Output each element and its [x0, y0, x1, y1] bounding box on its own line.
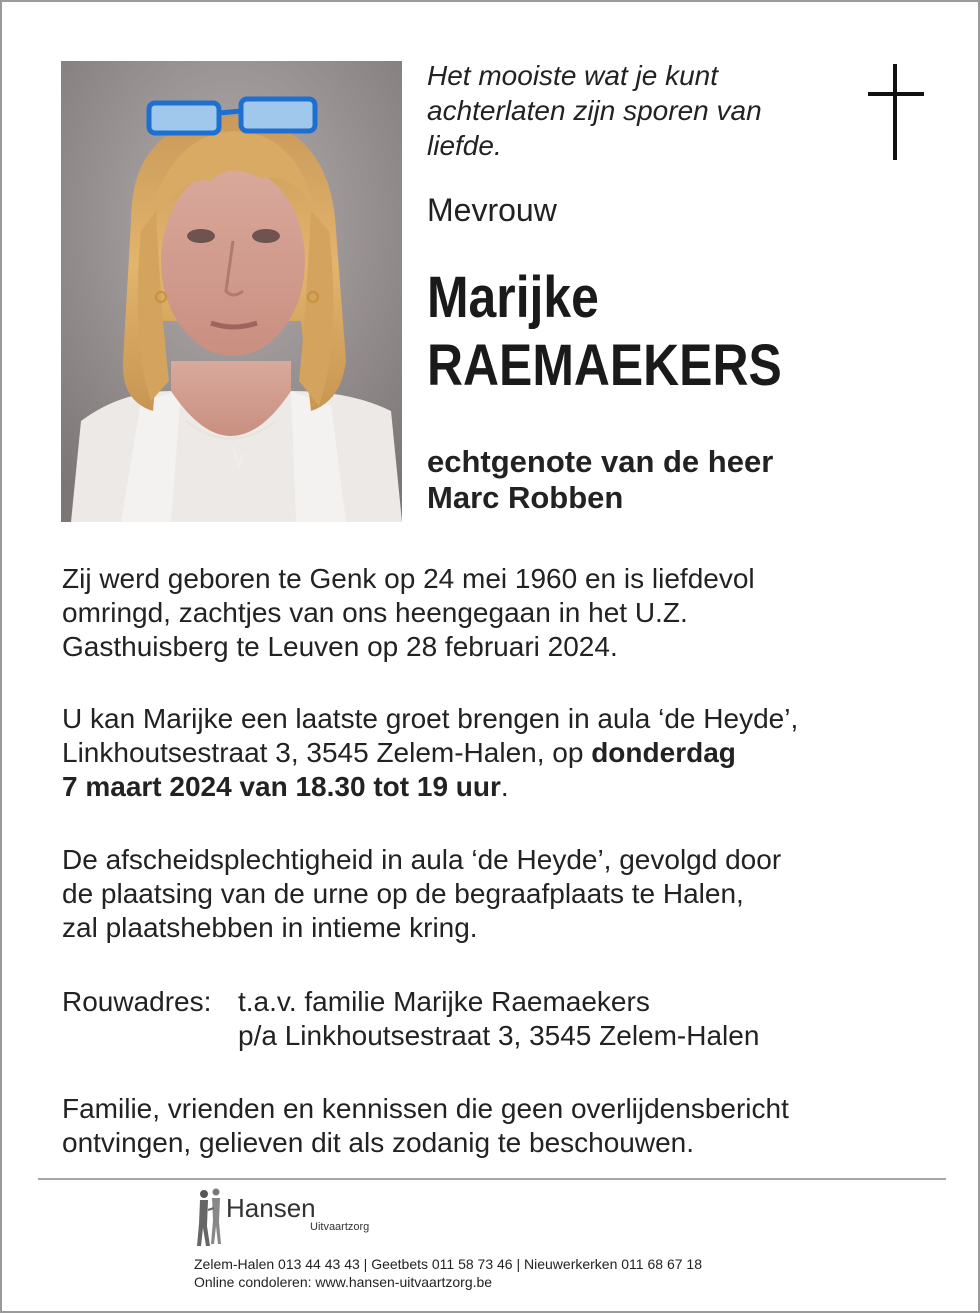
portrait-illustration [61, 61, 402, 522]
cross-icon [868, 64, 924, 160]
last-name: RAEMAEKERS [427, 333, 782, 398]
visit-day: donderdag [591, 737, 736, 768]
salutation: Mevrouw [427, 192, 557, 228]
mourning-address [62, 985, 942, 1053]
funeral-home-subtitle: Uitvaartzorg [310, 1221, 370, 1233]
spouse-name: Marc Robben [427, 480, 624, 515]
paragraph-line: omringd, zachtjes van ons heengegaan in het U.Z. [62, 597, 688, 628]
birth-death-paragraph [62, 562, 942, 664]
notice-paragraph [62, 1092, 942, 1160]
first-name: Marijke [427, 265, 599, 330]
logo-figures-icon [192, 1186, 228, 1248]
ceremony-paragraph [62, 843, 942, 945]
paragraph-line: Familie, vrienden en kennissen die geen overlijdensbericht [62, 1093, 789, 1124]
address-line: t.a.v. familie Marijke Raemaekers [238, 986, 650, 1017]
paragraph-line: de plaatsing van de urne op de begraafplaats te Halen, [62, 878, 744, 909]
portrait-photo [61, 61, 402, 522]
condolence-website[interactable]: Online condoleren: www.hansen-uitvaartzorg.be [194, 1274, 493, 1290]
paragraph-line [62, 985, 942, 1019]
paragraph-line [62, 736, 942, 770]
paragraph-line: zal plaatshebben in intieme kring. [62, 912, 478, 943]
spouse-line: echtgenote van de heer [427, 444, 774, 479]
paragraph-line [62, 770, 942, 804]
visit-period: . [500, 771, 509, 802]
funeral-home-name: Hansen [226, 1193, 316, 1223]
paragraph-line: U kan Marijke een laatste groet brengen in aula ‘de Heyde’, [62, 703, 799, 734]
visit-date-time: 7 maart 2024 van 18.30 tot 19 uur [62, 771, 501, 802]
address-label: Rouwadres: [62, 986, 212, 1017]
paragraph-line [62, 1019, 942, 1053]
paragraph-line: ontvingen, gelieven dit als zodanig te beschouwen. [62, 1127, 694, 1158]
contact-info [194, 1255, 894, 1291]
paragraph-line: Gasthuisberg te Leuven op 28 februari 2024. [62, 631, 618, 662]
address-line: p/a Linkhoutsestraat 3, 3545 Zelem-Halen [238, 1020, 760, 1051]
spouse-info [427, 444, 947, 516]
quote-line: Het mooiste wat je kunt [427, 60, 719, 91]
deceased-name [427, 264, 874, 400]
quote-line: liefde. [427, 130, 502, 161]
phone-numbers: Zelem-Halen 013 44 43 43 | Geetbets 011 58 73 46 | Nieuwerkerken 011 68 67 18 [194, 1256, 702, 1272]
funeral-home-logo [192, 1186, 402, 1246]
memorial-quote [427, 58, 827, 163]
visit-address-text: Linkhoutsestraat 3, 3545 Zelem-Halen, op [62, 737, 592, 768]
paragraph-line: Zij werd geboren te Genk op 24 mei 1960 en is liefdevol [62, 563, 755, 594]
visitation-paragraph [62, 702, 942, 804]
quote-line: achterlaten zijn sporen van [427, 95, 762, 126]
divider [38, 1178, 946, 1180]
paragraph-line: De afscheidsplechtigheid in aula ‘de Heyde’, gevolgd door [62, 844, 782, 875]
